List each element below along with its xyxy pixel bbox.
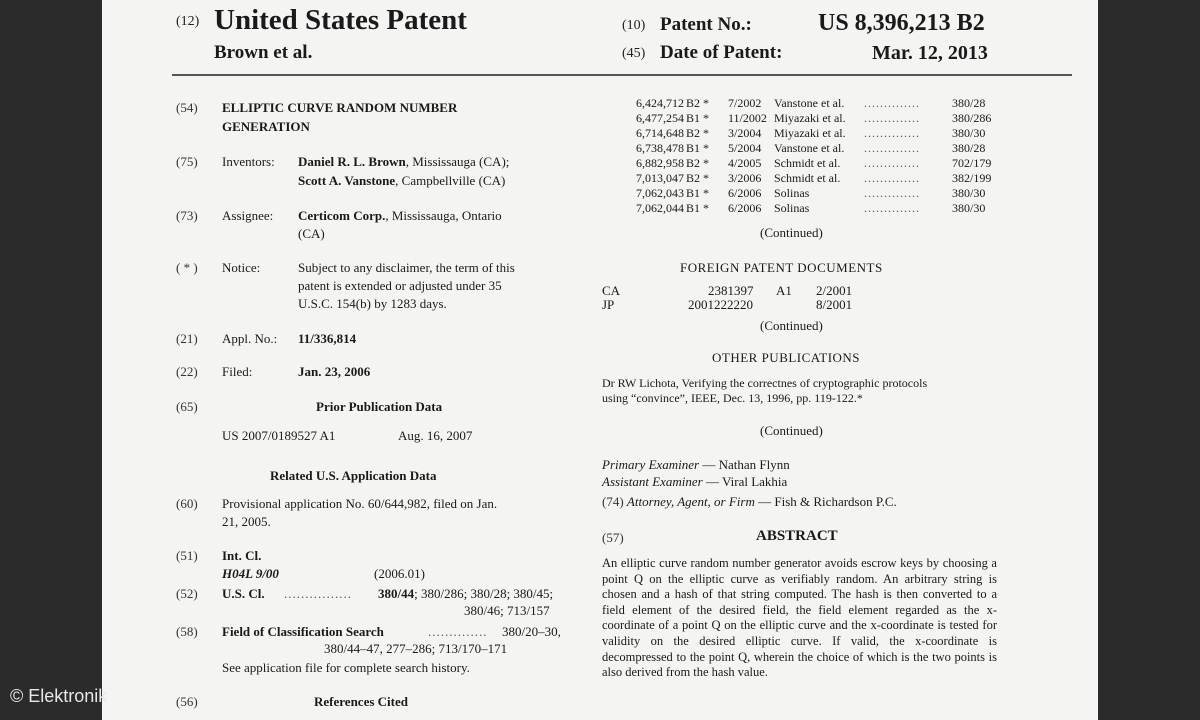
us-cl-classes	[378, 586, 553, 602]
reference-kind: B1 *	[686, 111, 710, 125]
attorney-name: — Fish & Richardson P.C.	[758, 494, 897, 509]
related-application-heading: Related U.S. Application Data	[270, 468, 437, 483]
reference-row	[602, 126, 997, 141]
inventor-2	[298, 173, 505, 189]
filed-date: Jan. 23, 2006	[298, 364, 371, 379]
reference-leader-dots: ..............	[864, 201, 920, 215]
prior-publication-heading: Prior Publication Data	[316, 399, 443, 414]
assignee-name: Certicom Corp.	[298, 208, 386, 223]
reference-row	[602, 156, 997, 171]
provisional-line2: 21, 2005.	[222, 514, 271, 529]
notice-label: Notice:	[222, 260, 261, 275]
inventor-2-name: Scott A. Vanstone	[298, 173, 396, 188]
primary-examiner-name: — Nathan Flynn	[702, 457, 790, 472]
reference-name: Vanstone et al.	[774, 96, 845, 110]
reference-date: 6/2006	[728, 186, 762, 200]
date-of-patent: Mar. 12, 2013	[872, 42, 988, 64]
reference-num: 6,714,648	[636, 126, 684, 140]
foreign-date-1: 8/2001	[816, 297, 853, 312]
reference-cls: 380/28	[952, 96, 986, 110]
code-notice: ( * )	[176, 260, 198, 275]
foreign-date-0: 2/2001	[816, 283, 853, 298]
reference-row	[602, 171, 997, 186]
primary-examiner	[602, 457, 790, 473]
appl-no: 11/336,814	[298, 331, 357, 346]
us-cl-line2: 380/46; 713/157	[464, 603, 550, 618]
inventor-1-name: Daniel R. L. Brown	[298, 154, 406, 169]
primary-examiner-label: Primary Examiner	[602, 457, 700, 472]
reference-cls: 380/30	[952, 201, 986, 215]
us-cl-rest: ; 380/286; 380/28; 380/45;	[414, 586, 554, 601]
field-search-line2: 380/44–47, 277–286; 713/170–171	[324, 641, 508, 656]
prior-publication-number: US 2007/0189527 A1	[222, 428, 336, 443]
reference-cls: 380/286	[952, 111, 992, 125]
int-cl-year: (2006.01)	[374, 566, 425, 581]
assignee-label: Assignee:	[222, 208, 274, 223]
reference-name: Miyazaki et al.	[774, 111, 846, 125]
reference-kind: B2 *	[686, 171, 710, 185]
notice-line1: Subject to any disclaimer, the term of this	[298, 260, 515, 275]
reference-cls: 380/30	[952, 126, 986, 140]
us-cl-dots: ................	[284, 586, 352, 601]
reference-leader-dots: ..............	[864, 141, 920, 155]
attorney-label: Attorney, Agent, or Firm	[626, 494, 755, 509]
code-12: (12)	[176, 14, 200, 29]
reference-leader-dots: ..............	[864, 186, 920, 200]
reference-name: Schmidt et al.	[774, 171, 841, 185]
reference-row	[602, 186, 997, 201]
other-publications-heading: OTHER PUBLICATIONS	[712, 350, 861, 365]
abstract-heading: ABSTRACT	[756, 528, 838, 544]
int-cl-label: Int. Cl.	[222, 548, 262, 563]
reference-num: 6,424,712	[636, 96, 684, 110]
reference-leader-dots: ..............	[864, 126, 920, 140]
reference-leader-dots: ..............	[864, 96, 920, 110]
continued-3: (Continued)	[760, 423, 823, 438]
references-cited-heading: References Cited	[314, 694, 408, 709]
attorney	[602, 494, 897, 510]
reference-row	[602, 201, 997, 216]
reference-date: 3/2006	[728, 171, 762, 185]
continued-2: (Continued)	[760, 318, 823, 333]
right-background	[1098, 0, 1200, 720]
reference-kind: B1 *	[686, 201, 710, 215]
reference-name: Solinas	[774, 201, 810, 215]
left-background	[0, 0, 102, 720]
assignee-location: , Mississauga, Ontario	[385, 208, 502, 223]
copyright-watermark: © Elektronik	[10, 686, 108, 706]
date-of-patent-label: Date of Patent:	[660, 42, 783, 63]
reference-kind: B2 *	[686, 126, 710, 140]
reference-name: Miyazaki et al.	[774, 126, 846, 140]
inventors-label: Inventors:	[222, 154, 275, 169]
reference-date: 7/2002	[728, 96, 762, 110]
patent-number: US 8,396,213 B2	[818, 10, 985, 36]
assignee	[298, 208, 502, 224]
reference-leader-dots: ..............	[864, 171, 920, 185]
code-22: (22)	[176, 364, 198, 379]
reference-cls: 380/30	[952, 186, 986, 200]
filed-label: Filed:	[222, 364, 253, 379]
reference-kind: B2 *	[686, 96, 710, 110]
patent-authors: Brown et al.	[214, 42, 313, 63]
reference-date: 4/2005	[728, 156, 762, 170]
code-45: (45)	[622, 46, 646, 61]
reference-date: 6/2006	[728, 201, 762, 215]
reference-num: 6,738,478	[636, 141, 684, 155]
appl-no-label: Appl. No.:	[222, 331, 278, 346]
reference-num: 6,477,254	[636, 111, 684, 125]
code-54: (54)	[176, 100, 198, 115]
code-58: (58)	[176, 624, 198, 639]
foreign-number-0: 2381397	[708, 283, 754, 298]
field-search-label: Field of Classification Search	[222, 624, 384, 639]
us-cl-main: 380/44	[378, 586, 415, 601]
reference-num: 7,062,044	[636, 201, 684, 215]
field-search-line1: 380/20–30,	[502, 624, 561, 639]
reference-kind: B1 *	[686, 186, 710, 200]
code-51: (51)	[176, 548, 198, 563]
notice-line3: U.S.C. 154(b) by 1283 days.	[298, 296, 447, 311]
reference-name: Vanstone et al.	[774, 141, 845, 155]
reference-num: 6,882,958	[636, 156, 684, 170]
code-57: (57)	[602, 530, 624, 545]
code-65: (65)	[176, 399, 198, 414]
reference-date: 11/2002	[728, 111, 767, 125]
reference-cls: 382/199	[952, 171, 992, 185]
code-75: (75)	[176, 154, 198, 169]
assistant-examiner-name: — Viral Lakhia	[706, 474, 788, 489]
reference-leader-dots: ..............	[864, 111, 920, 125]
us-cl-label: U.S. Cl.	[222, 586, 265, 601]
foreign-country-0: CA	[602, 283, 621, 298]
assistant-examiner-label: Assistant Examiner	[602, 474, 703, 489]
notice-line2: patent is extended or adjusted under 35	[298, 278, 502, 293]
reference-cls: 702/179	[952, 156, 992, 170]
assignee-location-2: (CA)	[298, 226, 325, 241]
invention-title-line2: GENERATION	[222, 119, 310, 134]
assistant-examiner	[602, 474, 787, 490]
reference-kind: B1 *	[686, 141, 710, 155]
reference-date: 5/2004	[728, 141, 762, 155]
reference-leader-dots: ..............	[864, 156, 920, 170]
reference-row	[602, 111, 997, 126]
code-52: (52)	[176, 586, 198, 601]
foreign-kind-0: A1	[776, 283, 792, 298]
reference-num: 7,062,043	[636, 186, 684, 200]
other-pub-line1: Dr RW Lichota, Verifying the correctnes of cryptographic protocols	[602, 376, 928, 390]
code-10: (10)	[622, 18, 646, 33]
invention-title-line1: ELLIPTIC CURVE RANDOM NUMBER	[222, 100, 458, 115]
code-21: (21)	[176, 331, 198, 346]
patent-title: United States Patent	[214, 4, 467, 36]
prior-publication-date: Aug. 16, 2007	[398, 428, 473, 443]
abstract-text: An elliptic curve random number generator avoids escrow keys by choosing a point Q on the elliptic curve as verifiably random. An arbitrary string is chosen and a hash of that string computed. The hash is then converted to a field element of the desired field, the field element regarded as the x-coordinate of a point Q on the elliptic curve and the x-coordinate is tested for validity on the desired elliptic curve. If valid, the x-coordinate is decompressed to the point Q, wherein the choice of which is the two points is also derived from the hash value.	[602, 556, 997, 680]
reference-row	[602, 141, 997, 156]
patent-page	[102, 0, 1098, 720]
code-74: (74)	[602, 494, 624, 509]
reference-name: Schmidt et al.	[774, 156, 841, 170]
field-search-dots: ..............	[428, 624, 488, 639]
header-rule	[172, 74, 1072, 76]
reference-row	[602, 96, 997, 111]
reference-kind: B2 *	[686, 156, 710, 170]
code-73: (73)	[176, 208, 198, 223]
code-56: (56)	[176, 694, 198, 709]
reference-name: Solinas	[774, 186, 810, 200]
field-search-line3: See application file for complete search history.	[222, 660, 470, 675]
reference-date: 3/2004	[728, 126, 762, 140]
reference-num: 7,013,047	[636, 171, 684, 185]
foreign-patents-heading: FOREIGN PATENT DOCUMENTS	[680, 260, 883, 275]
inventor-1	[298, 154, 509, 170]
continued-1: (Continued)	[760, 225, 823, 240]
foreign-country-1: JP	[602, 297, 615, 312]
patent-no-label: Patent No.:	[660, 14, 752, 35]
inventor-2-location: , Campbellville (CA)	[395, 173, 506, 188]
inventor-1-location: , Mississauga (CA);	[405, 154, 510, 169]
other-pub-line2: using “convince”, IEEE, Dec. 13, 1996, pp. 119-122.*	[602, 391, 863, 405]
reference-cls: 380/28	[952, 141, 986, 155]
foreign-number-1: 2001222220	[688, 297, 753, 312]
code-60: (60)	[176, 496, 198, 511]
provisional-line1: Provisional application No. 60/644,982, filed on Jan.	[222, 496, 498, 511]
int-cl-class: H04L 9/00	[222, 566, 279, 581]
